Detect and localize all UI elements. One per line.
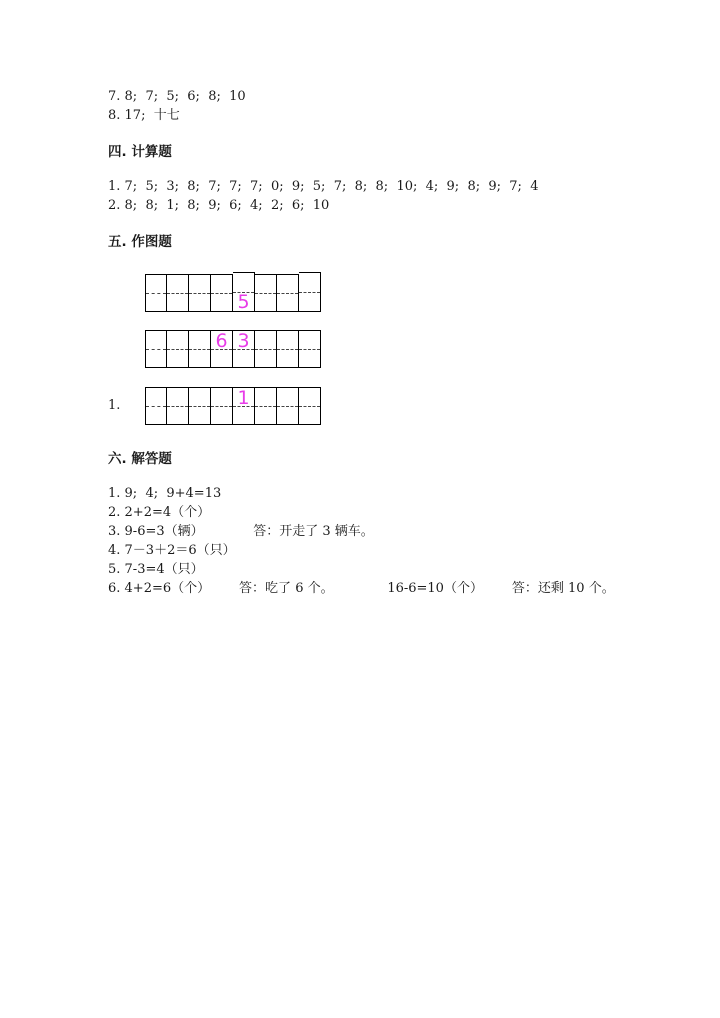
grid-cell [255, 387, 277, 425]
grid-cell [145, 330, 167, 368]
grid-midline [189, 406, 210, 407]
grid-cell [233, 330, 255, 368]
grid-cell [277, 387, 299, 425]
writing-grid-2 [145, 330, 321, 368]
handwritten-digit: 1 [237, 387, 250, 409]
grid-midline [299, 406, 320, 407]
grid-midline [255, 349, 276, 350]
grid-cell [211, 330, 233, 368]
grid-midline [146, 349, 166, 350]
answer-line-8: 8. 17; 十七 [108, 108, 180, 123]
grid-cell [277, 330, 299, 368]
writing-grid-1 [145, 274, 321, 312]
section-heading-calc: 四. 计算题 [108, 144, 172, 160]
draw-item-label: 1. [108, 398, 121, 413]
grid-midline [299, 349, 320, 350]
grid-midline [167, 406, 188, 407]
solve-line-3: 3. 9-6=3（辆） 答：开走了 3 辆车。 [108, 524, 374, 539]
answer-line-7: 7. 8; 7; 5; 6; 8; 10 [108, 89, 246, 104]
grid-midline [255, 293, 276, 294]
grid-cell [233, 272, 255, 312]
grid-cell [255, 274, 277, 312]
grid-cell [167, 330, 189, 368]
solve-line-2: 2. 2+2=4（个） [108, 505, 211, 520]
solve-line-6: 6. 4+2=6（个） 答：吃了 6 个。 16-6=10（个） 答：还剩 10 个。 [108, 581, 615, 596]
grid-midline [167, 293, 188, 294]
grid-midline [277, 406, 298, 407]
grid-midline [189, 293, 210, 294]
grid-midline [189, 349, 210, 350]
grid-midline [167, 349, 188, 350]
solve-line-4: 4. 7－3＋2＝6（只） [108, 543, 236, 558]
section-heading-draw: 五. 作图题 [108, 234, 172, 250]
grid-midline [277, 349, 298, 350]
grid-cell [167, 387, 189, 425]
solve-line-1: 1. 9; 4; 9+4=13 [108, 486, 222, 501]
grid-cell [299, 330, 321, 368]
grid-cell [211, 387, 233, 425]
section-heading-solve: 六. 解答题 [108, 451, 172, 467]
handwritten-digit: 3 [237, 330, 250, 352]
grid-cell [277, 274, 299, 312]
grid-midline [211, 293, 232, 294]
handwritten-digit: 5 [237, 291, 250, 313]
grid-midline [255, 406, 276, 407]
grid-cell [299, 272, 321, 312]
grid-cell [145, 274, 167, 312]
grid-midline [146, 293, 166, 294]
calc-line-2: 2. 8; 8; 1; 8; 9; 6; 4; 2; 6; 10 [108, 198, 330, 213]
grid-cell [167, 274, 189, 312]
grid-cell [211, 274, 233, 312]
grid-midline [146, 406, 166, 407]
grid-cell [145, 387, 167, 425]
grid-cell [233, 387, 255, 425]
grid-cell [189, 387, 211, 425]
grid-midline [299, 292, 320, 293]
grid-cell [255, 330, 277, 368]
grid-midline [277, 293, 298, 294]
grid-cell [189, 330, 211, 368]
writing-grid-3 [145, 387, 321, 425]
calc-line-1: 1. 7; 5; 3; 8; 7; 7; 7; 0; 9; 5; 7; 8; 8; 10; 4; 9; 8; 9; 7; 4 [108, 179, 539, 194]
handwritten-digit: 6 [215, 330, 228, 352]
grid-cell [299, 387, 321, 425]
grid-midline [211, 406, 232, 407]
solve-line-5: 5. 7-3=4（只） [108, 562, 204, 577]
grid-cell [189, 274, 211, 312]
